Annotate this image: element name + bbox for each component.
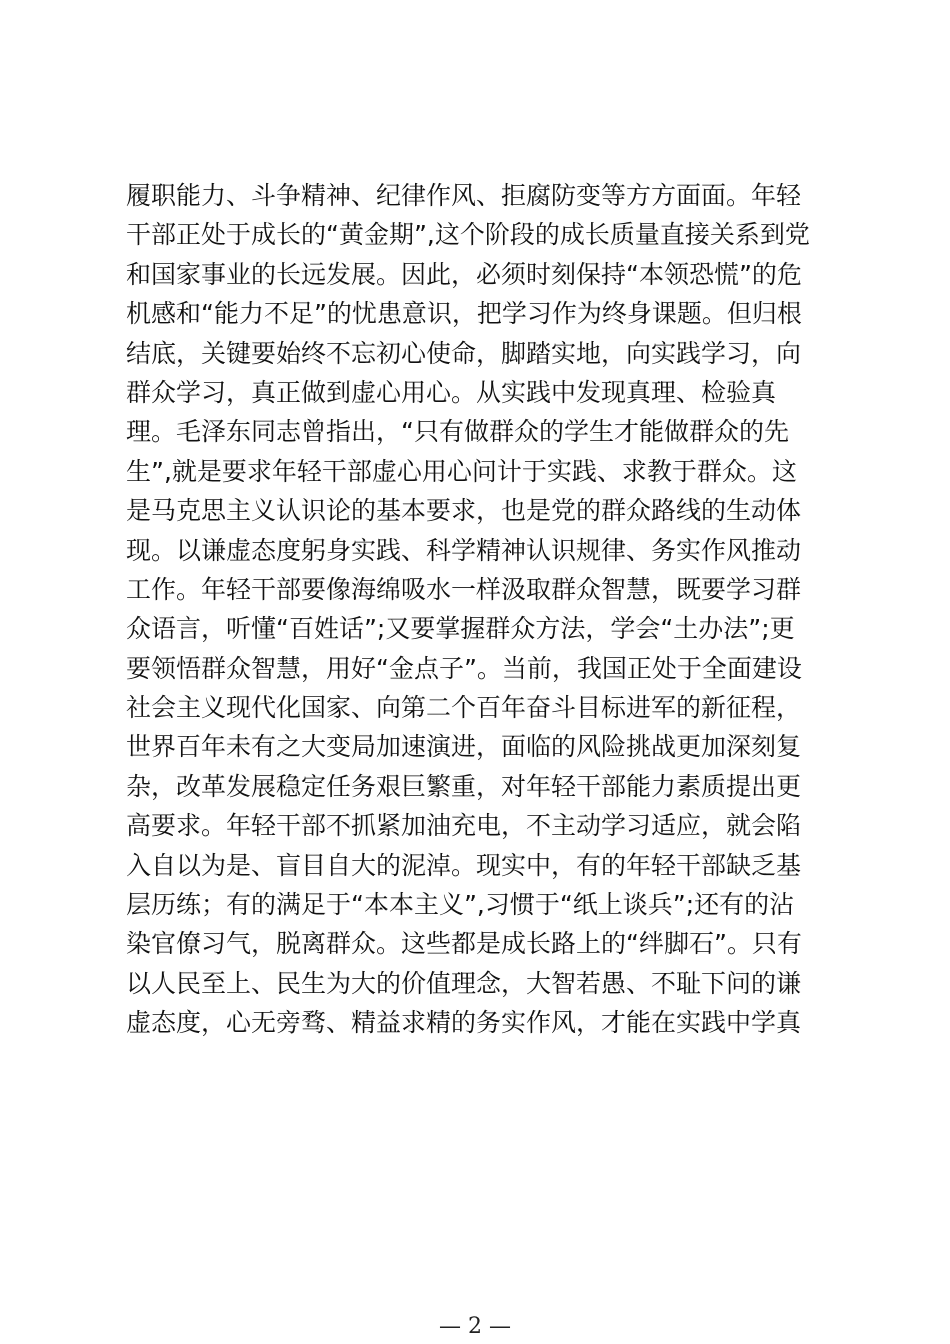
text-line: 高要求。年轻干部不抓紧加油充电，不主动学习适应，就会陷 [126, 811, 802, 841]
text-line: 染官僚习气，脱离群众。这些都是成长路上的“绊脚石”。只有 [126, 929, 802, 959]
text-line: 工作。年轻干部要像海绵吸水一样汲取群众智慧，既要学习群 [126, 574, 802, 604]
text-line: 要领悟群众智慧，用好“金点子”。当前，我国正处于全面建设 [126, 653, 802, 683]
text-line: 是马克思主义认识论的基本要求，也是党的群众路线的生动体 [126, 496, 802, 526]
text-line: 群众学习，真正做到虚心用心。从实践中发现真理、检验真 [126, 377, 777, 407]
text-line: 生”,就是要求年轻干部虚心用心问计于实践、求教于群众。这 [126, 456, 797, 486]
text-line: 和国家事业的长远发展。因此，必须时刻保持“本领恐慌”的危 [126, 259, 802, 289]
text-line: 虚态度，心无旁骛、精益求精的务实作风，才能在实践中学真 [126, 1008, 802, 1038]
text-line: 机感和“能力不足”的忧患意识，把学习作为终身课题。但归根 [126, 299, 802, 329]
text-line: 理。毛泽东同志曾指出，“只有做群众的学生才能做群众的先 [126, 417, 789, 447]
text-line: 社会主义现代化国家、向第二个百年奋斗目标进军的新征程， [126, 693, 802, 723]
text-line: 层历练；有的满足于“本本主义”,习惯于“纸上谈兵”;还有的沾 [126, 890, 795, 920]
text-line: 众语言，听懂“百姓话”;又要掌握群众方法，学会“土办法”;更 [126, 614, 795, 644]
text-line: 世界百年未有之大变局加速演进，面临的风险挑战更加深刻复 [126, 732, 802, 762]
text-line: 现。以谦虚态度躬身实践、科学精神认识规律、务实作风推动 [126, 535, 802, 565]
text-line: 以人民至上、民生为大的价值理念，大智若愚、不耻下问的谦 [126, 968, 802, 998]
text-line: 杂，改革发展稳定任务艰巨繁重，对年轻干部能力素质提出更 [126, 771, 802, 801]
text-line: 干部正处于成长的“黄金期”,这个阶段的成长质量直接关系到党 [126, 220, 810, 250]
text-line: 结底，关键要始终不忘初心使命，脚踏实地，向实践学习，向 [126, 338, 802, 368]
body-text [126, 176, 826, 1043]
page-number: — 2 — [439, 1314, 511, 1339]
text-line: 履职能力、斗争精神、纪律作风、拒腐防变等方方面面。年轻 [126, 181, 802, 210]
text-line: 入自以为是、盲目自大的泥淖。现实中，有的年轻干部缺乏基 [126, 850, 802, 880]
